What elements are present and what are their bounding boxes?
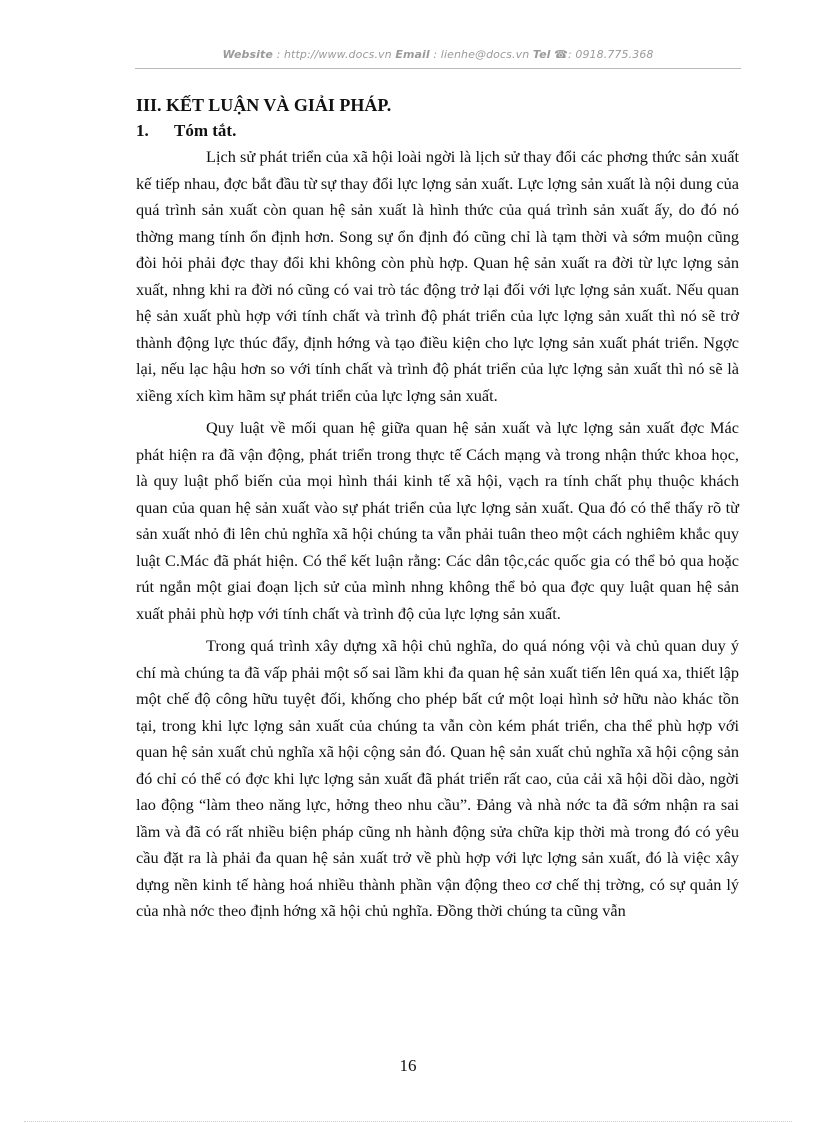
- tel-label: Tel: [532, 48, 551, 61]
- sub-heading: [136, 118, 739, 144]
- paragraph-2: Quy luật về mối quan hệ giữa quan hệ sản xuất và lực lợng sản xuất đợc Mác phát hiện ra đã vận động, phát triển trong thực tế Cách mạng và trong nhận thức khoa học, là quy luật phổ biến của mọi hình thái kinh tế xã hội, vạch ra tính chất phụ thuộc khách quan của quan hệ sản xuất vào sự phát triển của lực lợng sản xuất. Qua đó có thể thấy rõ từ sản xuất nhỏ đi lên chủ nghĩa xã hội chúng ta vẫn phải tuân theo một cách nghiêm khắc quy luật C.Mác đã phát hiện. Có thể kết luận rằng: Các dân tộc,các quốc gia có thể bỏ qua hoặc rút ngắn một giai đoạn lịch sử của mình nhng không thể bỏ qua đợc quy luật quan hệ sản xuất phải phù hợp với tính chất và trình độ của lực lợng sản xuất.: [136, 418, 739, 623]
- sub-heading-title: Tóm tắt.: [174, 121, 237, 140]
- document-body: [136, 92, 739, 931]
- section-heading: III. KẾT LUẬN VÀ GIẢI PHÁP.: [136, 95, 392, 115]
- website-value[interactable]: : http://www.docs.vn: [276, 48, 392, 61]
- page-header: [135, 48, 741, 68]
- website-label: Website: [222, 48, 273, 61]
- sub-heading-number: 1.: [136, 121, 149, 140]
- phone-icon: ☎: [554, 48, 568, 61]
- paragraph-1: Lịch sử phát triển của xã hội loài ngời là lịch sử thay đổi các phơng thức sản xuất kế tiếp nhau, đợc bắt đầu từ sự thay đổi lực lợng sản xuất. Lực lợng sản xuất là nội dung của quá trình sản xuất còn quan hệ sản xuất là hình thức của quá trình sản xuất ấy, do đó nó thờng mang tính ổn định hơn. Song sự ổn định đó cũng chỉ là tạm thời và sớm muộn cũng đòi hỏi phải đợc thay đổi khi không còn phù hợp. Quan hệ sản xuất ra đời từ lực lợng sản xuất, nhng khi ra đời nó cũng có vai trò tác động trở lại đối với lực lợng sản xuất. Nếu quan hệ sản xuất phù hợp với tính chất và trình độ phát triển của lực lợng sản xuất thì nó sẽ trở thành động lực thúc đẩy, định hớng và tạo điều kiện cho lực lợng sản xuất phát triển. Ngợc lại, nếu lạc hậu hơn so với tính chất và trình độ phát triển của lực lợng sản xuất thì nó sẽ là xiềng xích kìm hãm sự phát triển của lực lợng sản xuất.: [136, 147, 739, 405]
- email-label: Email: [395, 48, 430, 61]
- page-number: 16: [399, 1056, 417, 1075]
- tel-value: : 0918.775.368: [567, 48, 654, 61]
- paragraph-3: Trong quá trình xây dựng xã hội chủ nghĩa, do quá nóng vội và chủ quan duy ý chí mà chúng ta đã vấp phải một số sai lầm khi đa quan hệ sản xuất tiến lên quá xa, thiết lập một chế độ công hữu tuyệt đối, khống cho phép bất cứ một loại hình sở hữu nào khác tồn tại, trong khi lực lợng sản xuất của chúng ta vẫn còn kém phát triển, cha thể phù hợp với quan hệ sản xuất chủ nghĩa xã hội cộng sản đó. Quan hệ sản xuất chủ nghĩa xã hội cộng sản đó chỉ có thể có đợc khi lực lợng sản xuất đã phát triển rất cao, của cải xã hội dồi dào, ngời lao động “làm theo năng lực, hởng theo nhu cầu”. Đảng và nhà nớc ta đã sớm nhận ra sai lầm và đã có rất nhiều biện pháp cũng nh hành động sửa chữa kịp thời mà trong đó có yêu cầu đặt ra là phải đa quan hệ sản xuất trở về phù hợp với lực lợng sản xuất, đó là việc xây dựng nền kinh tế hàng hoá nhiều thành phần vận động theo cơ chế thị trờng, có sự quản lý của nhà nớc theo định hớng xã hội chủ nghĩa. Đồng thời chúng ta cũng vẫn: [136, 636, 739, 920]
- header-divider: [135, 68, 741, 69]
- email-value[interactable]: : lienhe@docs.vn: [433, 48, 530, 61]
- footer-divider: [24, 1121, 792, 1122]
